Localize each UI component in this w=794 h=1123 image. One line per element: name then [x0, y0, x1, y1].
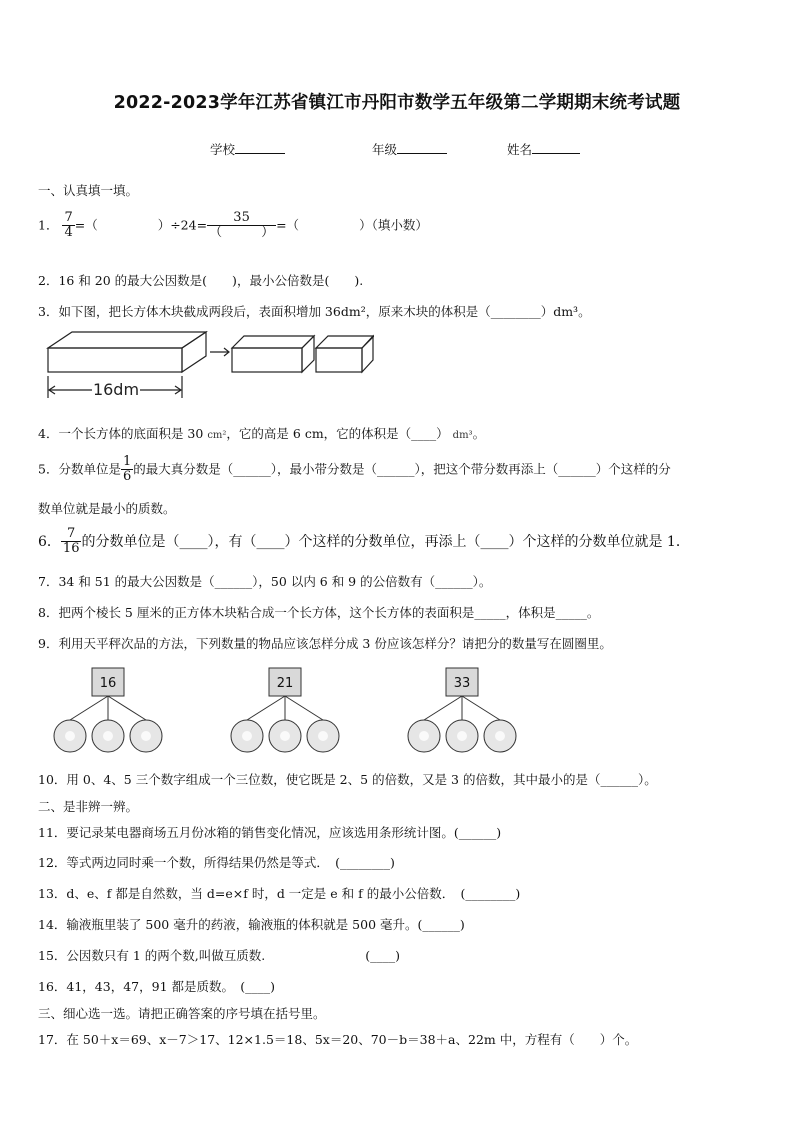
grade-field[interactable] — [372, 140, 447, 158]
circle-highlight — [280, 731, 290, 741]
question-2: 2．16 和 20 的最大公因数是( )，最小公倍数是( ). — [38, 273, 364, 288]
school-label: 学校 — [210, 142, 236, 157]
fraction-7-4: $\frac{7}{4}$ — [64, 210, 73, 241]
question-3: 3．如下图，把长方体木块截成两段后，表面积增加 36dm²，原来木块的体积是（________）dm³。 — [38, 304, 591, 319]
grade-label: 年级 — [372, 142, 398, 157]
total-label: 33 — [453, 676, 471, 691]
question-4: 4．一个长方体的底面积是 30 cm²，它的高是 6 cm，它的体积是（____） dm³。 — [38, 426, 486, 441]
total-label: 16 — [99, 676, 117, 691]
question-14: 14．输液瓶里装了 500 毫升的药液，输液瓶的体积就是 500 毫升。(______) — [38, 917, 465, 932]
circle-highlight — [141, 731, 151, 741]
section-1-heading: 一、认真填一填。 — [38, 183, 139, 198]
question-6: 6． $\frac{7}{16}$ 的分数单位是（____），有（____）个这样的分数单位，再添上（____）个这样的分数单位就是 1． — [38, 526, 690, 557]
tree-21 — [231, 668, 339, 752]
question-9: 9．利用天平秤次品的方法，下列数量的物品应该怎样分成 3 份应该怎样分？请把分的数量写在圆圈里。 — [38, 636, 612, 651]
branch-line — [70, 696, 108, 720]
page-title: 2022-2023学年江苏省镇江市丹阳市数学五年级第二学期期末统考试题 — [113, 93, 681, 113]
circle-highlight — [495, 731, 505, 741]
question-10: 10．用 0、4、5 三个数字组成一个三位数，使它既是 2、5 的倍数，又是 3 的倍数，其中最小的是（______）。 — [38, 772, 657, 787]
question-11: 11．要记录某电器商场五月份冰箱的销售变化情况，应该选用条形统计图。(______) — [38, 825, 502, 840]
circle-highlight — [65, 731, 75, 741]
circle-highlight — [318, 731, 328, 741]
total-label: 21 — [276, 676, 294, 691]
circle-highlight — [242, 731, 252, 741]
circle-highlight — [103, 731, 113, 741]
question-1: 1． $\frac{7}{4}$ =（ ）÷24= $\frac{35}{( )}$ =（ ）（填小数） — [38, 210, 428, 241]
question-5: 5．分数单位是 $\frac{1}{6}$ 的最大真分数是（______），最小带分数是（______），把这个带分数再添上（______）个这样的分 — [38, 454, 671, 485]
school-field[interactable] — [210, 140, 285, 158]
circle-highlight — [419, 731, 429, 741]
section-2-heading: 二、是非辨一辨。 — [38, 799, 139, 814]
branch-line — [462, 696, 500, 720]
branch-line — [285, 696, 323, 720]
tree-16 — [54, 668, 162, 752]
balance-trees-figure — [40, 664, 540, 756]
question-17: 17．在 50＋x＝69、x－7＞17、12×1.5＝18、5x＝20、70－b＝38＋a、22m 中，方程有（ ）个。 — [38, 1032, 638, 1047]
question-13: 13．d、e、f 都是自然数，当 d=e×f 时，d 一定是 e 和 f 的最小公倍数． (________) — [38, 886, 521, 901]
name-field[interactable] — [507, 140, 580, 158]
name-label: 姓名 — [507, 142, 533, 157]
question-7: 7．34 和 51 的最大公因数是（______），50 以内 6 和 9 的公倍数有（______）。 — [38, 574, 492, 589]
branch-line — [247, 696, 285, 720]
wood-block-figure — [44, 326, 374, 404]
fraction-1-6: $\frac{1}{6}$ — [122, 454, 132, 485]
fraction-35: $\frac{35}{( )}$ — [209, 210, 275, 241]
fraction-7-16: $\frac{7}{16}$ — [62, 526, 80, 557]
circle-highlight — [457, 731, 467, 741]
section-3-heading: 三、细心选一选。请把正确答案的序号填在括号里。 — [38, 1006, 326, 1021]
branch-line — [424, 696, 462, 720]
question-15: 15．公因数只有 1 的两个数,叫做互质数. (____) — [38, 948, 401, 963]
question-12: 12．等式两边同时乘一个数，所得结果仍然是等式． (________) — [38, 855, 395, 870]
tree-33 — [408, 668, 516, 752]
question-16: 16．41，43，47，91 都是质数。 (____) — [38, 979, 276, 994]
branch-line — [108, 696, 146, 720]
question-5-cont: 数单位就是最小的质数。 — [38, 501, 176, 516]
dimension-label: 16dm — [92, 380, 140, 399]
question-8: 8．把两个棱长 5 厘米的正方体木块粘合成一个长方体，这个长方体的表面积是_____，体积是_____。 — [38, 605, 600, 620]
